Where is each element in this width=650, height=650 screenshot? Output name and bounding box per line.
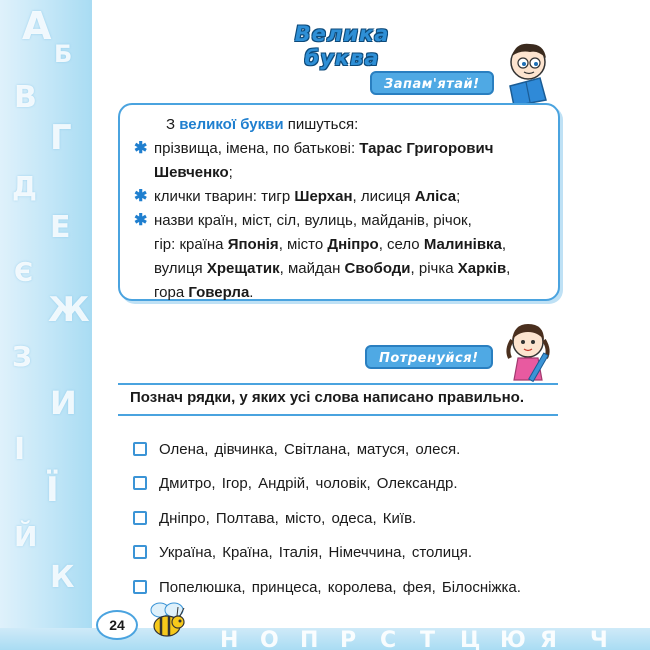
option-row[interactable] (133, 472, 458, 494)
rule-bullet-3-line-1: назви країн, міст, сіл, вулиць, майданів, річок, (154, 212, 472, 229)
option-row[interactable] (133, 541, 472, 563)
alphabet-border-left: А Б В Г Д Е Є Ж З И І Ї Й К (0, 0, 92, 650)
page-title: Велика буква (294, 22, 390, 70)
option-text: Дмитро, Ігор, Андрій, чоловік, Олександр. (159, 474, 458, 492)
task-instruction: Познач рядки, у яких усі слова написано правильно. (130, 389, 525, 406)
divider (118, 383, 558, 385)
option-text: Олена, дівчинка, Світлана, матуся, олеся. (159, 440, 461, 458)
bullet-icon: ✱ (134, 140, 148, 157)
checkbox[interactable] (133, 580, 147, 594)
rule-bullet-3-line-4: гора Говерла. (154, 284, 254, 301)
page-number: 24 (96, 610, 138, 640)
checkbox[interactable] (133, 476, 147, 490)
divider (118, 414, 558, 416)
option-text: Україна, Країна, Італія, Німеччина, столиця. (159, 543, 473, 561)
option-row[interactable] (133, 507, 416, 529)
checkbox[interactable] (133, 545, 147, 559)
rule-intro: З великої букви пишуться: (166, 116, 359, 133)
rule-bullet-3-line-2: гір: країна Японія, місто Дніпро, село Малинівка, (154, 236, 507, 253)
option-text: Дніпро, Полтава, місто, одеса, Київ. (159, 509, 417, 527)
bee-icon (142, 600, 192, 642)
bullet-icon: ✱ (134, 188, 148, 205)
option-row[interactable] (133, 576, 521, 598)
boy-reading-illustration (490, 38, 560, 108)
checkbox[interactable] (133, 442, 147, 456)
option-text: Попелюшка, принцеса, королева, фея, Білосніжка. (159, 578, 521, 596)
option-row[interactable] (133, 438, 460, 460)
practice-tag: Потренуйся! (365, 345, 493, 369)
rule-bullet-3-line-3: вулиця Хрещатик, майдан Свободи, річка Харків, (154, 260, 511, 277)
girl-with-pencil-illustration (500, 318, 560, 388)
alphabet-border-bottom: Н О П Р С Т Ц Ю Я Ч (0, 628, 650, 650)
checkbox[interactable] (133, 511, 147, 525)
bullet-icon: ✱ (134, 212, 148, 229)
rule-bullet-2: клички тварин: тигр Шерхан, лисиця Аліса; (154, 188, 461, 205)
rule-box (118, 103, 560, 301)
rule-bullet-1-line-2: Шевченко; (154, 164, 233, 181)
rule-bullet-1-line-1: прізвища, імена, по батькові: Тарас Григорович (154, 140, 494, 157)
remember-tag: Запам'ятай! (370, 71, 494, 95)
